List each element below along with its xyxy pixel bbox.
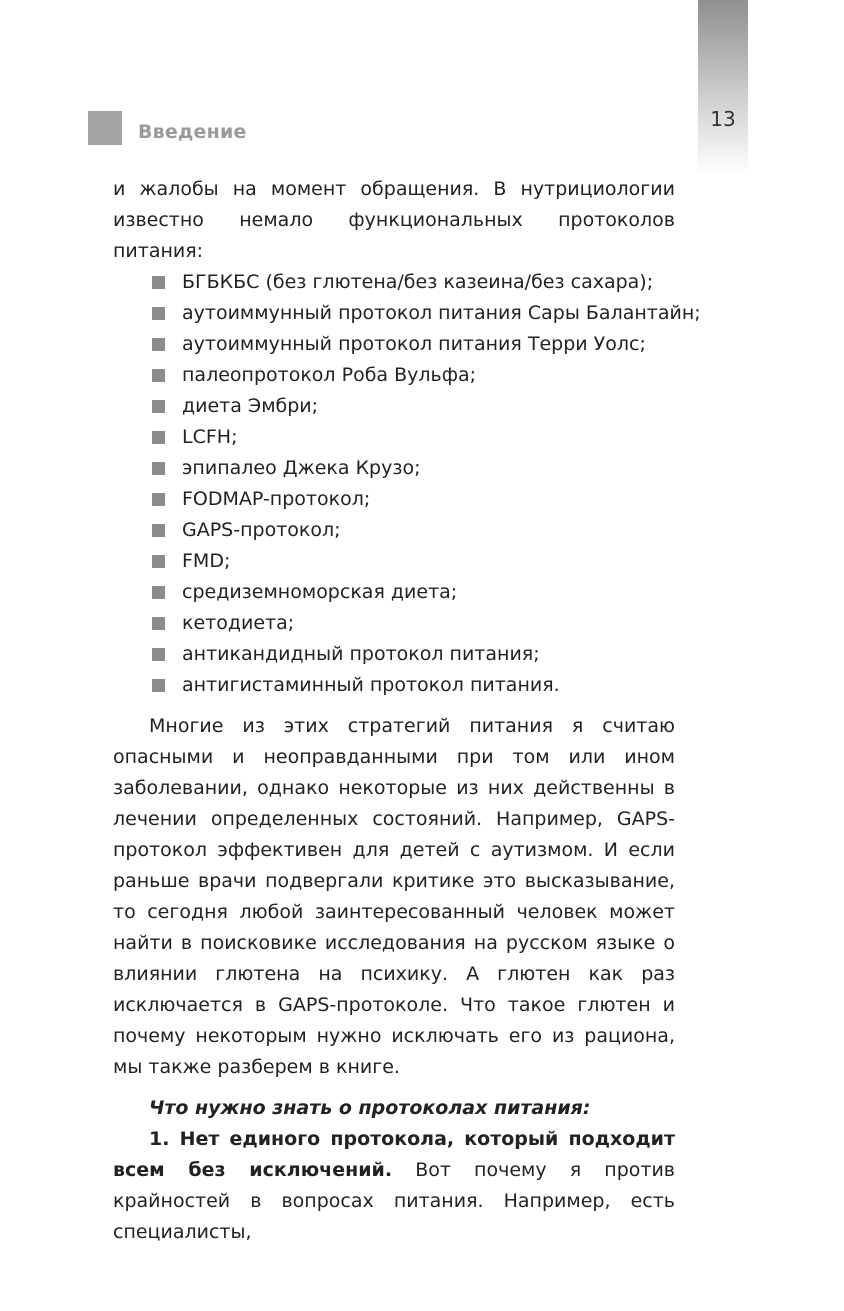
list-item [152,329,675,360]
list-item-text: GAPS-протокол; [182,519,341,541]
main-paragraph: Многие из этих стратегий питания я считаю опасными и неоправданными при том или ином заболевании, однако некоторые из них действенны в лечении определенных состояний. Например, GAPS-протокол эффективен для детей с аутизмом. И если раньше врачи подвергали критике это высказывание, то сегодня любой заинтересованный человек может найти в поисковике исследования на русском языке о влиянии глютена на психику. А глютен как раз исключается в GAPS-протоколе. Что такое глютен и почему некоторым нужно исключать его из рациона, мы также разберем в книге. [113,715,675,1078]
square-bullet-icon [152,679,165,692]
square-bullet-icon [152,524,165,537]
section-title: Введение [138,121,247,143]
square-bullet-icon [152,648,165,661]
list-item [152,391,675,422]
point-1-text: Вот почему я против крайностей в вопросах питания. Например, есть специалисты, [113,1159,675,1243]
point-1-lead: 1. Нет единого протокола, который подходит всем без исключений. [113,1128,675,1181]
list-item [152,484,675,515]
list-item-text: БГБКБС (без глютена/без казеина/без сахара); [182,271,654,293]
list-item-text: диета Эмбри; [182,395,319,417]
point-1-paragraph [113,1124,675,1248]
intro-paragraph: и жалобы на момент обращения. В нутрициологии известно немало функциональных протоколов питания: [113,178,675,262]
square-bullet-icon [152,338,165,351]
list-item [152,515,675,546]
list-item-text: средиземноморская диета; [182,581,458,603]
list-item-text: FODMAP-протокол; [182,488,371,510]
page-content [113,174,701,1248]
list-item [152,670,675,701]
page-number: 13 [710,107,736,131]
square-bullet-icon [152,555,165,568]
list-item-text: аутоиммунный протокол питания Терри Уолс; [182,333,646,355]
list-item-text: эпипалео Джека Крузо; [182,457,421,479]
list-item [152,577,675,608]
section-marker-square [88,111,122,145]
list-item-text: аутоиммунный протокол питания Сары Балантайн; [182,302,701,324]
list-item [152,639,675,670]
square-bullet-icon [152,431,165,444]
list-item [152,608,675,639]
page-number-tab [698,0,748,175]
square-bullet-icon [152,400,165,413]
list-item-text: LCFH; [182,426,238,448]
square-bullet-icon [152,462,165,475]
list-item-text: кетодиета; [182,612,295,634]
square-bullet-icon [152,617,165,630]
subheading: Что нужно знать о протоколах питания: [149,1097,591,1119]
square-bullet-icon [152,586,165,599]
list-item [152,298,701,329]
list-item [152,267,675,298]
square-bullet-icon [152,307,165,320]
square-bullet-icon [152,493,165,506]
square-bullet-icon [152,276,165,289]
list-item [152,453,675,484]
square-bullet-icon [152,369,165,382]
list-item-text: антигистаминный протокол питания. [182,674,560,696]
list-item [152,360,675,391]
list-item-text: палеопротокол Роба Вульфа; [182,364,476,386]
protocol-list [113,267,701,701]
list-item [152,422,675,453]
list-item [152,546,675,577]
list-item-text: антикандидный протокол питания; [182,643,540,665]
list-item-text: FMD; [182,550,231,572]
